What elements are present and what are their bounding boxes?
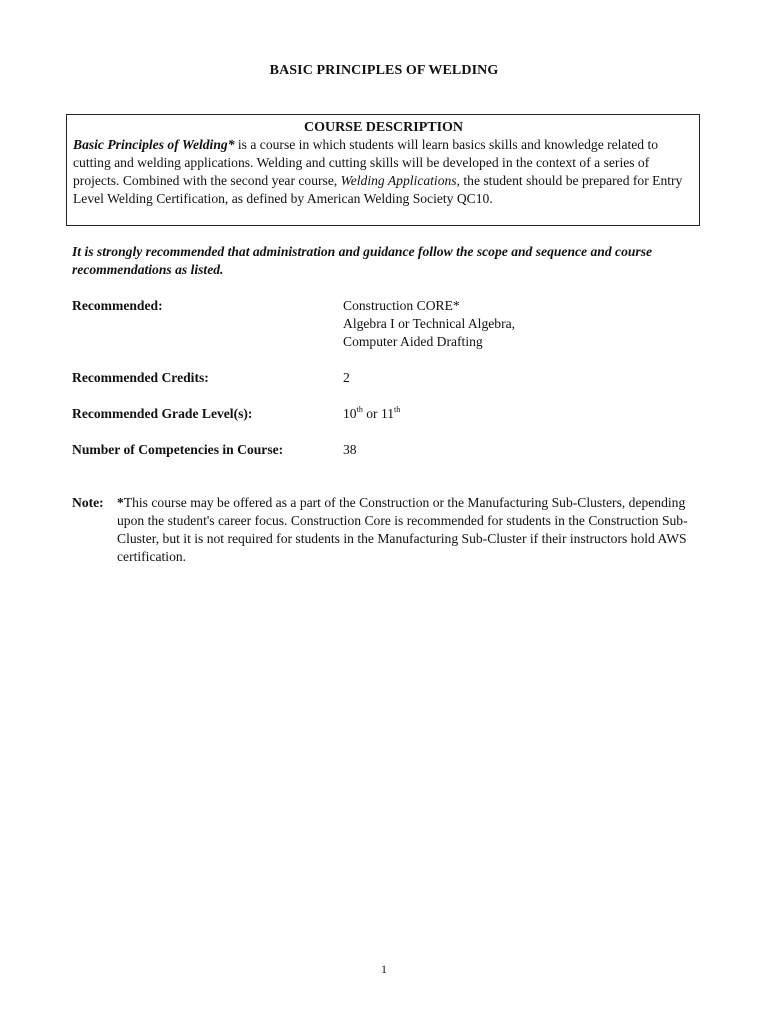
course-description-text: Basic Principles of Welding* is a course in which students will learn basics skills and knowledge related to cutting and welding applications. Welding and cutting skills will be developed in the context of a series of projects. Combined with the second year course, Welding Applications, the student should be prepared for Entry Level Welding Certification, as defined by American Welding Society QC10.: [73, 137, 683, 206]
course-name: Basic Principles of Welding*: [73, 137, 235, 152]
recommended-value: Computer Aided Drafting: [343, 334, 483, 349]
note-text: *This course may be offered as a part of the Construction or the Manufacturing Sub-Clusters, depending upon the student's career focus. Construction Core is recommended for students in the Construction Sub-Cluster, but it is not required for students in the Manufacturing Sub-Cluster if their instructors hold AWS certification.: [117, 495, 688, 564]
grade-level-label: Recommended Grade Level(s):: [72, 406, 253, 421]
recommendation-statement: It is strongly recommended that administration and guidance follow the scope and sequence and course recommendations as listed.: [72, 244, 653, 277]
recommended-values: [343, 297, 515, 351]
recommended-value: Construction CORE*: [343, 298, 460, 313]
competencies-value: 38: [343, 442, 357, 457]
credits-label: Recommended Credits:: [72, 370, 209, 385]
credits-value: 2: [343, 370, 350, 385]
recommended-value: Algebra I or Technical Algebra,: [343, 316, 516, 331]
grade-level-value: 10th or 11th: [343, 405, 401, 421]
page-title: BASIC PRINCIPLES OF WELDING: [269, 63, 499, 78]
course-description-heading: COURSE DESCRIPTION: [303, 120, 464, 135]
competencies-label: Number of Competencies in Course:: [72, 442, 284, 457]
page-number: 1: [381, 962, 387, 976]
linked-course-name: Welding Applications: [340, 173, 457, 188]
note-label: Note:: [72, 495, 104, 510]
recommended-label: Recommended:: [72, 298, 163, 313]
course-description-box: [66, 114, 700, 226]
